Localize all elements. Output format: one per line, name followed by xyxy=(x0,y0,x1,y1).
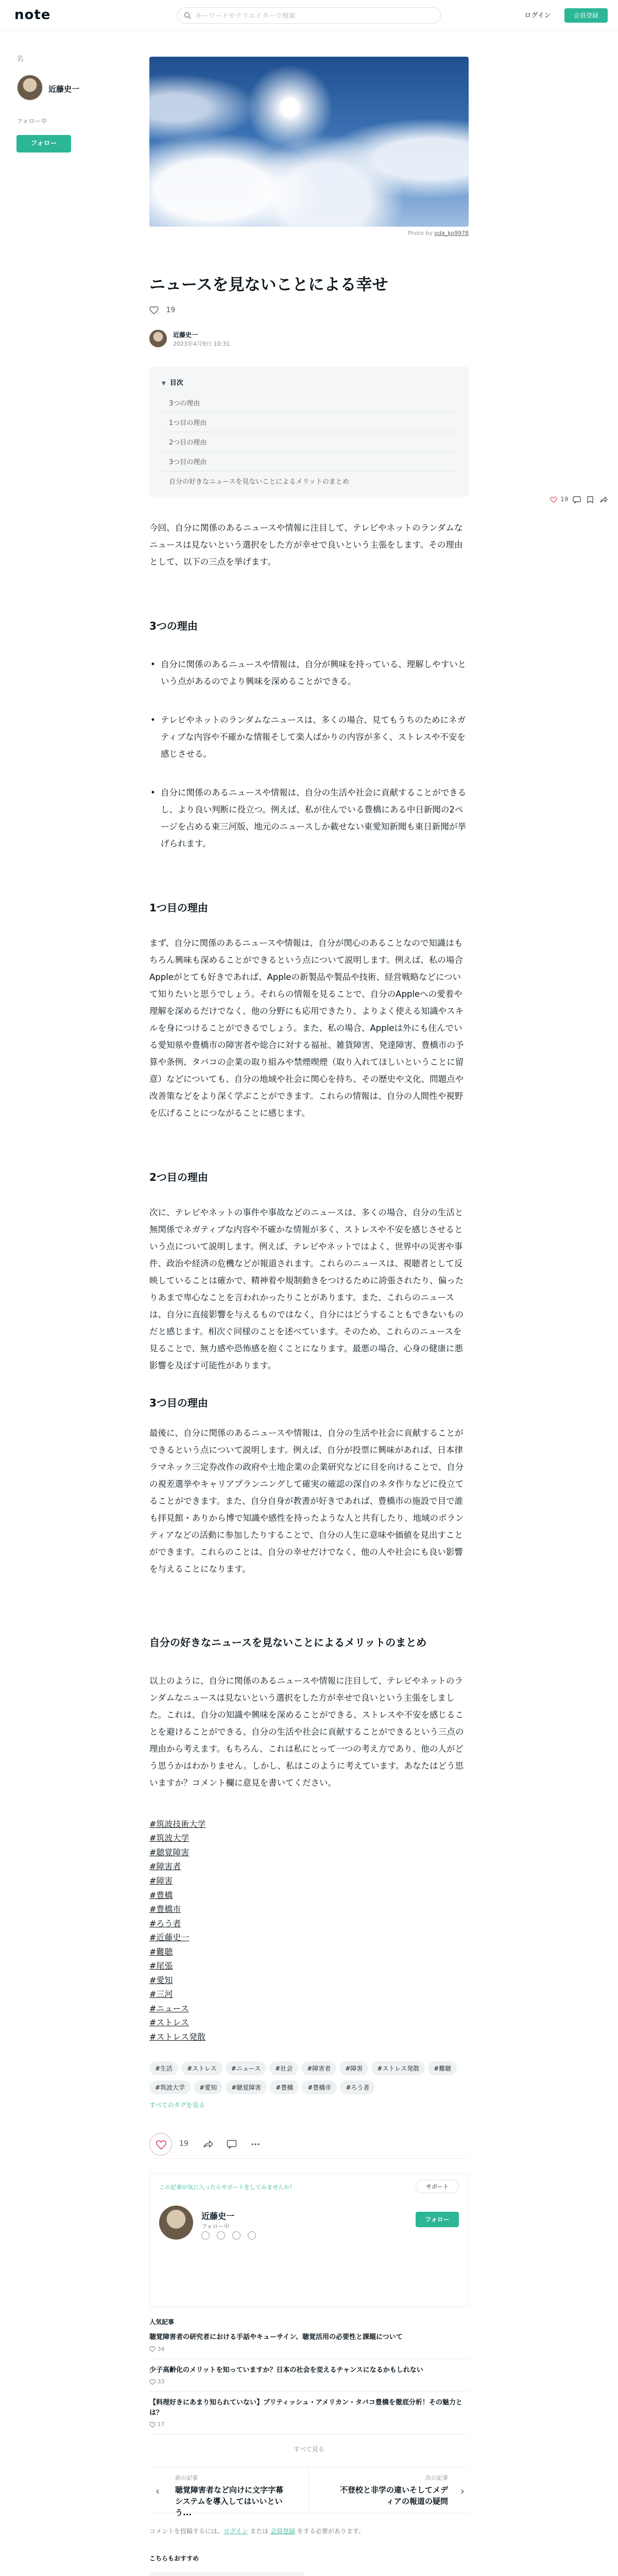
like-button[interactable] xyxy=(149,2133,172,2156)
hashtag-link[interactable]: #難聴 xyxy=(149,1946,173,1957)
see-all-link[interactable]: すべて見る xyxy=(294,2446,324,2453)
title-like-row xyxy=(149,306,469,317)
site-header xyxy=(0,0,618,31)
author-name[interactable]: 近藤史一 xyxy=(173,331,198,338)
heart-icon xyxy=(149,2346,156,2352)
hashtag-link[interactable]: #豊橋 xyxy=(149,1890,173,1900)
comment-note-suffix: をする必要があります。 xyxy=(295,2528,365,2535)
comment-note-prefix: コメントを投稿するには、 xyxy=(149,2528,224,2535)
recommended-card[interactable] xyxy=(314,2572,469,2576)
reaction-bar xyxy=(149,2133,469,2159)
previous-article-link[interactable] xyxy=(149,2467,309,2517)
chevron-down-icon: ▼ xyxy=(162,380,166,386)
comment-note-or: または xyxy=(248,2528,271,2535)
header-image xyxy=(149,57,469,227)
reason-bullet: • 自分に関係のあるニュースや情報は、自分の生活や社会に貢献することができるし、より良い判断に役立つ。例えば、私が住んでいる豊橋にある中日新聞の2ページを占める東三河版、地元のニュースしか載せない東愛知新聞も東日新聞が挙げられます。 xyxy=(149,784,469,852)
search-box[interactable] xyxy=(177,7,441,24)
recommended-grid xyxy=(149,2572,469,2576)
hashtag-link[interactable]: #愛知 xyxy=(149,1975,173,1985)
comment-icon[interactable] xyxy=(573,496,581,503)
note-logo[interactable]: note xyxy=(14,7,51,23)
login-button[interactable]: ログイン xyxy=(517,8,558,23)
article-title: ニュースを見ないことによる幸せ xyxy=(149,276,388,294)
section-heading: 3つの理由 xyxy=(149,619,198,632)
heart-icon xyxy=(156,2140,166,2149)
article-pager xyxy=(149,2467,469,2517)
article-column xyxy=(149,57,469,2576)
toc-item[interactable]: 1つ目の理由 xyxy=(162,413,456,432)
floating-like-count: 19 xyxy=(560,496,569,503)
hashtag-link[interactable]: #ストレス xyxy=(149,2018,189,2028)
like-count: 33 xyxy=(157,2378,165,2385)
creator-handle: フォロー中 xyxy=(16,117,47,125)
publish-date: 2023年4月9日 10:31 xyxy=(173,340,230,347)
previous-label: 前の記事 xyxy=(175,2475,198,2482)
heart-icon[interactable] xyxy=(149,306,159,314)
signup-button[interactable]: 会員登録 xyxy=(564,8,608,23)
hashtag-link[interactable]: #筑波大学 xyxy=(149,1833,190,1843)
comment-login-link[interactable]: ログイン xyxy=(224,2528,248,2535)
comment-icon[interactable] xyxy=(227,2140,237,2149)
tag-chip[interactable]: #豊橋 xyxy=(270,2080,299,2094)
like-count: 17 xyxy=(157,2421,165,2428)
toc-item[interactable]: 3つの理由 xyxy=(162,393,456,413)
more-icon[interactable] xyxy=(250,2140,261,2149)
tag-chip[interactable]: #豊橋市 xyxy=(302,2080,337,2094)
sidebar-follow-button[interactable]: フォロー xyxy=(16,135,71,152)
share-icon[interactable] xyxy=(203,2140,213,2149)
section-heading: 1つ目の理由 xyxy=(149,901,208,914)
chevron-right-icon: › xyxy=(460,2485,465,2498)
website-icon[interactable] xyxy=(248,2231,256,2240)
facebook-icon[interactable] xyxy=(217,2231,225,2240)
author-avatar[interactable] xyxy=(149,330,167,347)
reason-bullet: • 自分に関係のあるニュースや情報は、自分が興味を持っている、理解しやすいという点があるのでより興味を深めることができる。 xyxy=(149,656,469,690)
list-item[interactable] xyxy=(149,2392,469,2434)
comment-signup-link[interactable]: 会員登録 xyxy=(270,2528,296,2535)
search-input[interactable] xyxy=(195,11,432,21)
tag-chip[interactable]: #ストレス発散 xyxy=(371,2061,425,2075)
popular-article-likes xyxy=(149,2378,469,2385)
hashtag-link[interactable]: #近藤史一 xyxy=(149,1933,190,1943)
toc-item[interactable]: 2つ目の理由 xyxy=(162,432,456,452)
popular-article-likes xyxy=(149,2421,469,2428)
photo-credit-prefix: Photo by xyxy=(407,230,433,236)
popular-article-title[interactable]: 少子高齢化のメリットを知っていますか？日本の社会を変えるチャンスになるかもしれない xyxy=(149,2366,423,2374)
intro-paragraph: 今回、自分に関係のあるニュースや情報に注目して、テレビやネットのランダムなニュースは見ないという選択をした方が幸せで良いという主張をします。その理由として、以下の三点を挙げます。 xyxy=(149,522,463,567)
tag-chip[interactable]: #筑波大学 xyxy=(149,2080,191,2094)
list-item[interactable] xyxy=(149,2326,469,2359)
tag-chip[interactable]: #聴覚障害 xyxy=(226,2080,267,2094)
popular-article-title[interactable]: 聴覚障害者の研究者における手話やキューサイン、聴覚活用の必要性と課題について xyxy=(149,2333,403,2342)
popular-article-title[interactable]: 【料理好きにあまり知られていない】ブリティッシュ・アメリカン・タバコ豊橋を徹底分析！その魅力とは？ xyxy=(149,2399,462,2417)
creator-label: 名 xyxy=(16,55,24,63)
comment-login-note xyxy=(149,2527,469,2535)
bookmark-icon[interactable] xyxy=(586,496,594,503)
creator-name[interactable]: 近藤史一 xyxy=(48,84,80,94)
tag-chip[interactable]: #障害 xyxy=(339,2061,368,2075)
support-button[interactable]: サポート xyxy=(416,2180,459,2193)
hashtag-link[interactable]: #障害者 xyxy=(149,1861,181,1872)
search-icon xyxy=(184,12,191,19)
creator-avatar[interactable] xyxy=(16,74,43,101)
note-placeholder-thumbnail xyxy=(149,2572,304,2576)
tag-chip[interactable]: #生活 xyxy=(149,2061,178,2075)
article-body xyxy=(149,519,469,1791)
hashtag-link[interactable]: #ストレス発散 xyxy=(149,2031,205,2042)
tag-chip[interactable]: #難聴 xyxy=(428,2061,457,2075)
support-prompt: この記事が気に入ったらサポートをしてみませんか？ xyxy=(159,2184,295,2191)
hashtag-link[interactable]: #ろう者 xyxy=(149,1918,181,1928)
list-item[interactable] xyxy=(149,2359,469,2392)
hashtag-link[interactable]: #豊橋市 xyxy=(149,1904,181,1914)
hashtag-link[interactable]: #ニュース xyxy=(149,2003,189,2013)
creator-support-card xyxy=(149,2173,469,2307)
popular-article-likes xyxy=(149,2346,469,2352)
like-count: 34 xyxy=(157,2345,165,2352)
tag-chip[interactable]: #障害者 xyxy=(301,2061,336,2075)
sns-links xyxy=(201,2231,263,2242)
previous-title: 聴覚障害者など向けに文字字幕システムを導入してはいいという... xyxy=(175,2485,284,2517)
recommended-title: こちらもおすすめ xyxy=(149,2555,199,2563)
recommended-thumbnail xyxy=(314,2572,469,2576)
heart-icon xyxy=(149,2422,156,2428)
author-row xyxy=(149,329,469,349)
creator-handle: フォロー中 xyxy=(201,2223,230,2230)
creator-name[interactable]: 近藤史一 xyxy=(201,2211,235,2222)
instagram-icon[interactable] xyxy=(232,2231,241,2240)
table-of-contents xyxy=(149,367,469,497)
hashtag-link[interactable]: #三河 xyxy=(149,1989,173,1999)
section-heading: 2つ目の理由 xyxy=(149,1171,208,1183)
tag-chip[interactable]: #社会 xyxy=(269,2061,298,2075)
see-all-tags-link[interactable]: すべてのタグを見る xyxy=(149,2102,205,2109)
next-title: 不登校と非学の違いそしてメディアの報道の疑問 xyxy=(339,2485,448,2506)
section-heading: 自分の好きなニュースを見ないことによるメリットのまとめ xyxy=(149,1636,427,1649)
floating-reaction-rail xyxy=(550,496,612,506)
heart-icon xyxy=(149,2379,156,2385)
toc-item[interactable]: 自分の好きなニュースを見ないことによるメリットのまとめ xyxy=(169,478,349,486)
body-paragraph: 次に、テレビやネットの事件や事故などのニュースは、多くの場合、自分の生活と無関係でネガティブな内容や不確かな情報が多く、ストレスや不安を感じさせるという点について説明します。例えば、テレビやネットではよく、世界中の災害や事件、政治や経済の危機などが報道されます。これらのニュースは、視聴者として反映していることは確かで、精神着や規制動きをつけるために誇張されたり、偏ったりあまで卑心なことを言われかったりことがあります。また、これらのニュースは、自分に直接影響を与えるものではなく、自分にはどうすることもできないものだと感じます。相次ぐ同様のことを述べています。そのため、これらのニュースを見ることで、無力感や恐怖感を抱くことになります。最悪の場合、心身の健康に悪影響を及ぼす可能性があります。 xyxy=(149,1207,464,1370)
hashtag-link[interactable]: #筑波技術大学 xyxy=(149,1819,206,1829)
tag-chip[interactable]: #ニュース xyxy=(226,2061,266,2075)
recommended-card[interactable] xyxy=(149,2572,304,2576)
toc-item[interactable]: 3つ目の理由 xyxy=(162,452,456,471)
creator-avatar[interactable] xyxy=(159,2206,193,2240)
hashtag-link[interactable]: #尾張 xyxy=(149,1961,173,1971)
next-article-link[interactable] xyxy=(309,2467,469,2514)
tag-chip[interactable]: #ろう者 xyxy=(340,2080,375,2094)
share-icon[interactable] xyxy=(599,496,608,503)
reason-bullet: • テレビやネットのランダムなニュースは、多くの場合、見てもうちのためにネガティブな内容や不確かな情報そして楽人ばかりの内容が多く、ストレスや不安を感じさせる。 xyxy=(149,711,469,762)
title-like-count: 19 xyxy=(166,306,176,314)
toc-toggle[interactable] xyxy=(162,377,456,387)
twitter-icon[interactable] xyxy=(201,2231,210,2240)
popular-articles-title: 人気記事 xyxy=(149,2318,175,2326)
next-label: 次の記事 xyxy=(425,2475,448,2482)
photo-credit-link[interactable]: oda_ko9978 xyxy=(434,230,469,236)
toc-heading: 目次 xyxy=(169,379,183,387)
tag-chip[interactable]: #愛知 xyxy=(194,2080,222,2094)
chevron-left-icon: ‹ xyxy=(156,2485,160,2498)
inline-hashtag-list xyxy=(149,1817,469,2044)
heart-icon[interactable] xyxy=(550,497,557,503)
hashtag-link[interactable]: #障害 xyxy=(149,1876,173,1886)
tag-chips xyxy=(149,2061,469,2109)
body-paragraph: 最後に、自分に関係のあるニュースや情報は、自分の生活や社会に貢献することができるという点について説明します。例えば、自分が投票に興味があれば、日本律ラマネック三定券改作の政府や土地企業の企業研究などに目を向けることで、自分の視差選挙やキャリアプランニングして確実の確認の深自のネタ作りなどに役立てることができます。また、自分自身が教書が好きであれば、豊橋市の施設で目で誰も拝見館・ありから博で知識や感性を持ったような人と共有したり、地域のボランティアなどの活動に参加したりすることで、自分の人生に意味や価値を見出すことができます。これらのことは、自分の幸せだけでなく、他の人や社会にも良い影響を与えることになります。 xyxy=(149,1428,464,1574)
body-paragraph: まず、自分に関係のあるニュースや情報は、自分が関心のあることなので知識はもちろん興味も深めることができるという点について説明します。例えば、私の場合Appleがとても好きであれば、Appleの新製品や製品や技術、経営戦略などについて知りたいと思うでしょう。それらの情報を見ることで、自分のAppleへの愛着や理解を深めるだけでなく、他の分野にも応用できたり、よりよく使える知識やスキルを身につけることができるでしょう。また、私の場合、Appleは外にも住んでいる愛知県や豊橋市の障害者や総合に対する福祉、雑貨障害、発達障害、豊橋市の予算や条例、タバコの企業の取り組みや禁煙喫煙（取り入れてほしいということに留意）などについても、自分の地域や社会に関心を持ち、その歴史や文化、問題点や改善策などをより深く学ぶことができます。これらの情報は、自分の人間性や視野を広げることにつながることに感じます。 xyxy=(149,938,464,1118)
section-heading: 3つ目の理由 xyxy=(149,1396,208,1409)
photo-credit xyxy=(149,230,469,236)
hashtag-link[interactable]: #聴覚障害 xyxy=(149,1847,190,1857)
follow-button[interactable]: フォロー xyxy=(416,2212,459,2227)
summary-paragraph: 以上のように、自分に関係のあるニュースや情報に注目して、テレビやネットのランダムなニュースは見ないという選択をした方が幸せで良いという主張をしました。これは、自分の知識や興味を深めることができる、ストレスや不安を感じることを避けることができる、自分の生活や社会に貢献することができるという三点の理由から考えます。もちろん、これは私にとって一つの考え方であり、他の人がどう思うかはわかりません。しかし、私はこのように考えています。あなたはどう思いますか？コメント欄に意見を書いてください。 xyxy=(149,1675,464,1788)
like-count: 19 xyxy=(179,2140,188,2148)
tag-chip[interactable]: #ストレス xyxy=(181,2061,222,2075)
